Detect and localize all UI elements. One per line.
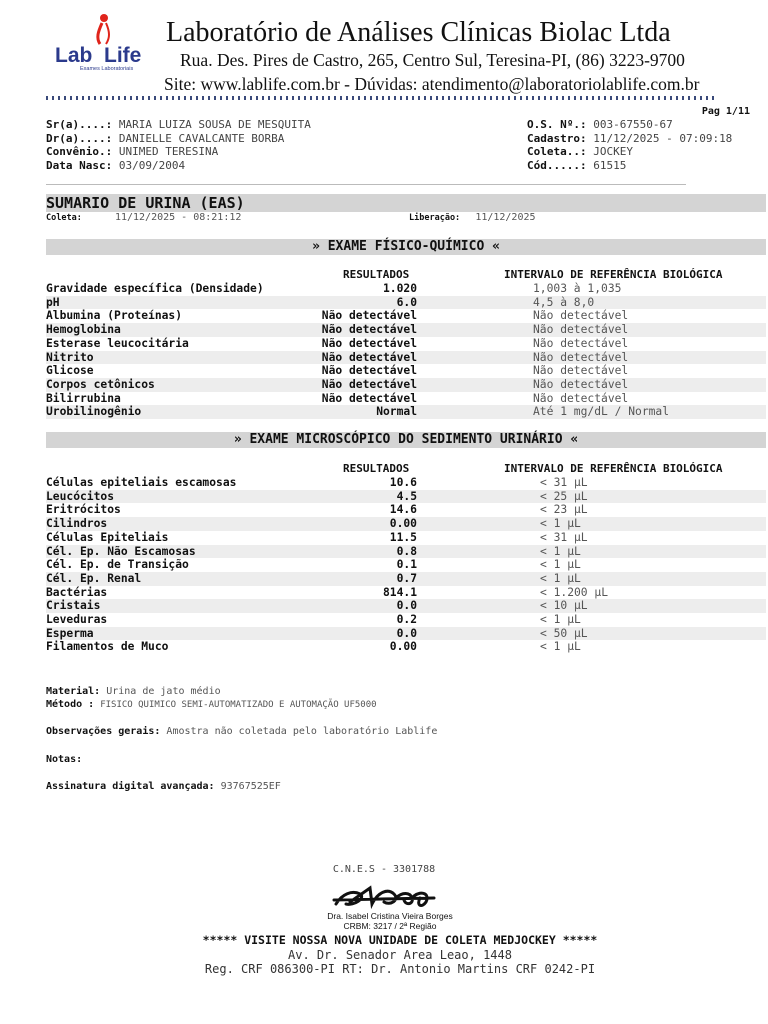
row-test-name: pH (46, 295, 60, 309)
row-test-name: Gravidade específica (Densidade) (46, 282, 264, 295)
micro-col-ref: INTERVALO DE REFERÊNCIA BIOLÓGICA (504, 462, 723, 475)
row-result: 14.6 (389, 503, 417, 517)
cadastro-label: Cadastro: (527, 131, 587, 145)
notas-label: Notas: (46, 754, 83, 765)
table-row (46, 378, 766, 392)
logo-text-life: Life (104, 44, 142, 67)
table-row (46, 640, 766, 654)
visit-banner: ***** VISITE NOSSA NOVA UNIDADE DE COLETA MEDJOCKEY ***** (202, 933, 598, 947)
convenio-value: UNIMED TERESINA (118, 145, 219, 159)
row-reference: 4,5 à 8,0 (533, 295, 595, 309)
exam-coleta-value: 11/12/2025 - 08:21:12 (114, 212, 242, 223)
row-reference: < 1 µL (540, 544, 581, 558)
row-reference: < 1.200 µL (540, 585, 609, 599)
nasc-label: Data Nasc: (46, 159, 113, 173)
row-test-name: Eritrócitos (46, 503, 121, 517)
row-reference: < 1 µL (540, 558, 581, 572)
row-result: 0.7 (396, 571, 417, 585)
row-result: 11.5 (389, 530, 417, 544)
row-result: 0.8 (396, 544, 417, 558)
micro-section-header: » EXAME MICROSCÓPICO DO SEDIMENTO URINÁRIO « (46, 432, 766, 448)
table-row (46, 545, 766, 559)
table-row (46, 599, 766, 613)
row-reference: Não detectável (533, 364, 629, 378)
row-test-name: Cél. Ep. Não Escamosas (46, 544, 196, 558)
row-reference: Não detectável (533, 350, 629, 364)
logo-text-lab: Lab (55, 44, 93, 67)
row-result: Não detectável (321, 336, 417, 350)
material-label: Material: (46, 686, 101, 697)
row-test-name: Leucócitos (46, 489, 115, 503)
row-test-name: Bactérias (46, 585, 108, 599)
row-test-name: Cristais (46, 599, 101, 613)
row-test-name: Cél. Ep. de Transição (46, 558, 189, 572)
row-reference: < 1 µL (540, 517, 581, 531)
signature-image (330, 880, 440, 912)
lab-name-title: Laboratório de Análises Clínicas Biolac Ltda (166, 17, 671, 48)
row-result: 0.1 (396, 558, 417, 572)
row-reference: < 31 µL (540, 476, 588, 489)
row-result: Não detectável (321, 377, 417, 391)
assinatura-value: 93767525EF (220, 781, 281, 792)
table-row (46, 392, 766, 406)
row-result: 0.0 (396, 626, 417, 640)
row-reference: Até 1 mg/dL / Normal (533, 405, 670, 419)
notas-line (46, 754, 82, 765)
signer-crbm: CRBM: 3217 / 2ª Região (343, 921, 437, 931)
row-result: 814.1 (382, 585, 417, 599)
row-result: 6.0 (396, 295, 417, 309)
metodo-value: FISICO QUIMICO SEMI-AUTOMATIZADO E AUTOMAÇÃO UF5000 (100, 700, 377, 710)
assinatura-label: Assinatura digital avançada: (46, 781, 215, 792)
table-row (46, 558, 766, 572)
assinatura-line (46, 781, 281, 792)
fisico-col-ref: INTERVALO DE REFERÊNCIA BIOLÓGICA (504, 268, 723, 281)
row-reference: < 31 µL (540, 530, 588, 544)
row-result: 10.6 (389, 476, 417, 489)
row-result: Normal (376, 405, 417, 419)
row-result: 0.00 (389, 517, 417, 531)
table-row (46, 517, 766, 531)
table-row (46, 503, 766, 517)
row-test-name: Urobilinogênio (46, 405, 142, 419)
header-divider (46, 96, 718, 100)
table-row (46, 531, 766, 545)
table-row (46, 627, 766, 641)
signer-name: Dra. Isabel Cristina Vieira Borges (327, 911, 453, 921)
table-row (46, 405, 766, 419)
convenio-label: Convênio.: (46, 145, 113, 159)
micro-col-result: RESULTADOS (343, 462, 410, 475)
obs-label: Observações gerais: (46, 726, 161, 737)
table-row (46, 351, 766, 365)
exam-coleta-label: Coleta: (46, 213, 82, 223)
row-test-name: Glicose (46, 364, 94, 378)
table-row (46, 586, 766, 600)
exam-coleta (46, 212, 241, 223)
row-result: 0.0 (396, 599, 417, 613)
table-row (46, 490, 766, 504)
row-test-name: Células epiteliais escamosas (46, 476, 237, 489)
row-result: Não detectável (321, 350, 417, 364)
exam-liberacao-label: Liberação: (409, 213, 461, 223)
patient-block (46, 118, 311, 173)
row-test-name: Bilirrubina (46, 391, 121, 405)
row-test-name: Hemoglobina (46, 323, 121, 337)
cod-value: 61515 (593, 159, 627, 173)
row-reference: < 23 µL (540, 503, 588, 517)
row-result: Não detectável (321, 364, 417, 378)
metodo-label: Método : (46, 699, 95, 710)
obs-line (46, 726, 437, 737)
obs-value: Amostra não coletada pelo laboratório Lablife (166, 726, 438, 737)
row-test-name: Células Epiteliais (46, 530, 169, 544)
table-row (46, 364, 766, 378)
material-line (46, 686, 221, 697)
row-test-name: Filamentos de Muco (46, 640, 169, 654)
os-label: O.S. Nº.: (527, 118, 587, 131)
row-reference: < 1 µL (540, 640, 581, 654)
dr-label: Dr(a)....: (46, 131, 113, 145)
fisico-section-header: » EXAME FÍSICO-QUÍMICO « (46, 239, 766, 255)
row-test-name: Corpos cetônicos (46, 377, 155, 391)
exam-liberacao-value: 11/12/2025 (475, 212, 536, 223)
table-row (46, 337, 766, 351)
row-reference: Não detectável (533, 323, 629, 337)
row-test-name: Nitrito (46, 350, 94, 364)
logo-subtitle: Exames Laboratoriais (80, 66, 134, 72)
row-test-name: Albumina (Proteínas) (46, 309, 183, 323)
row-test-name: Esterase leucocitária (46, 336, 189, 350)
row-reference: Não detectável (533, 309, 629, 323)
table-row (46, 296, 766, 310)
row-reference: Não detectável (533, 336, 629, 350)
exam-title: SUMARIO DE URINA (EAS) (46, 194, 766, 212)
row-reference: < 50 µL (540, 626, 588, 640)
table-row (46, 323, 766, 337)
table-row (46, 572, 766, 586)
row-result: Não detectável (321, 391, 417, 405)
cnes-code: C.N.E.S - 3301788 (332, 864, 436, 875)
row-reference: Não detectável (533, 391, 629, 405)
row-result: Não detectável (321, 323, 417, 337)
row-reference: Não detectável (533, 377, 629, 391)
row-reference: < 25 µL (540, 489, 588, 503)
lab-address: Rua. Des. Pires de Castro, 265, Centro Sul, Teresina-PI, (86) 3223-9700 (180, 50, 685, 70)
doctor-name: DANIELLE CAVALCANTE BORBA (118, 131, 285, 145)
cod-label: Cód.....: (527, 159, 587, 173)
divider-line (46, 184, 686, 185)
patient-name: MARIA LUIZA SOUSA DE MESQUITA (118, 118, 311, 131)
row-test-name: Leveduras (46, 613, 108, 626)
sr-label: Sr(a)....: (46, 118, 113, 131)
page-number: Pag 1/11 (701, 106, 750, 117)
row-reference: < 10 µL (540, 599, 588, 613)
row-reference: < 1 µL (540, 613, 581, 626)
row-result: Não detectável (321, 309, 417, 323)
registration-line: Reg. CRF 086300-PI RT: Dr. Antonio Martins CRF 0242-PI (204, 962, 596, 976)
row-reference: 1,003 à 1,035 (533, 282, 622, 295)
coleta-unit: JOCKEY (593, 145, 633, 159)
row-reference: < 1 µL (540, 571, 581, 585)
order-block (527, 118, 732, 173)
row-test-name: Esperma (46, 626, 94, 640)
lablife-logo (50, 12, 160, 76)
cadastro-value: 11/12/2025 - 07:09:18 (593, 131, 733, 145)
row-test-name: Cél. Ep. Renal (46, 571, 142, 585)
row-result: 0.00 (389, 640, 417, 654)
unit-address: Av. Dr. Senador Area Leao, 1448 (288, 948, 512, 962)
birth-date: 03/09/2004 (118, 159, 186, 173)
row-result: 1.020 (382, 282, 417, 295)
table-row (46, 282, 766, 296)
table-row (46, 613, 766, 627)
metodo-line (46, 699, 377, 710)
table-row (46, 476, 766, 490)
exam-liberacao (409, 212, 536, 223)
os-number: 003-67550-67 (593, 118, 673, 131)
coleta-label: Coleta..: (527, 145, 587, 159)
material-value: Urina de jato médio (106, 686, 221, 697)
lab-site-contact: Site: www.lablife.com.br - Dúvidas: atendimento@laboratoriolablife.com.br (164, 74, 700, 94)
row-result: 0.2 (396, 613, 417, 626)
table-row (46, 309, 766, 323)
fisico-col-result: RESULTADOS (343, 268, 410, 281)
row-result: 4.5 (396, 489, 417, 503)
row-test-name: Cilindros (46, 517, 108, 531)
